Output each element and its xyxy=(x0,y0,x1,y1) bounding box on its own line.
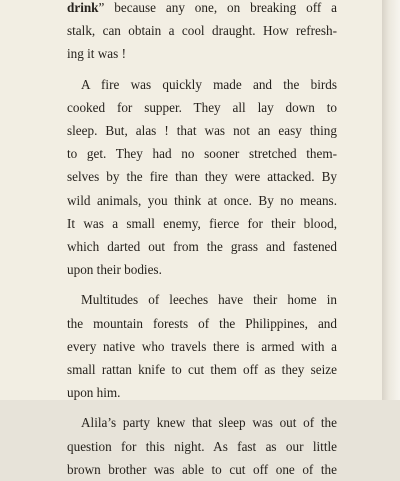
text-line: It was a small enemy, fierce for their blood, xyxy=(67,215,337,231)
paragraph-1 xyxy=(67,0,337,66)
paragraph-4 xyxy=(67,411,337,481)
text-line: question for this night. As fast as our little xyxy=(67,438,337,454)
text-line: cooked for supper. They all lay down to xyxy=(67,99,337,115)
text-line: every native who travels there is armed with a xyxy=(67,338,337,354)
text-line: brown brother was able to cut off one of the xyxy=(67,461,337,477)
paragraph-3 xyxy=(67,288,337,404)
text-line: to get. They had no sooner stretched them- xyxy=(67,146,337,162)
page-edge xyxy=(382,0,400,400)
page-text xyxy=(67,0,337,481)
paragraph-gap xyxy=(67,66,337,73)
text-line: upon their bodies. xyxy=(67,262,162,278)
text-line: sleep. But, alas ! that was not an easy thing xyxy=(67,123,337,139)
paragraph-gap xyxy=(67,404,337,411)
text-line: A fire was quickly made and the birds xyxy=(81,76,337,92)
text-line: ing it was ! xyxy=(67,46,126,62)
text-line: wild animals, you think at once. By no means. xyxy=(67,192,337,208)
text-line xyxy=(67,0,337,19)
text-line: small rattan knife to cut them off as they seize xyxy=(67,362,337,378)
text-line: stalk, can obtain a cool draught. How refresh- xyxy=(67,23,337,39)
text-line: upon him. xyxy=(67,385,121,401)
text-line: Alila’s party knew that sleep was out of the xyxy=(81,415,337,431)
text-line: the mountain forests of the Philippines, and xyxy=(67,315,337,331)
paragraph-gap xyxy=(67,281,337,288)
text-span: ” because any one, on breaking off a xyxy=(98,0,337,15)
text-line: selves by the fire than they were attacked. By xyxy=(67,169,337,185)
text-line: Multitudes of leeches have their home in xyxy=(81,292,337,308)
emphasized-word: drink xyxy=(67,0,99,15)
text-line: which darted out from the grass and fastened xyxy=(67,239,337,255)
paragraph-2 xyxy=(67,73,337,282)
